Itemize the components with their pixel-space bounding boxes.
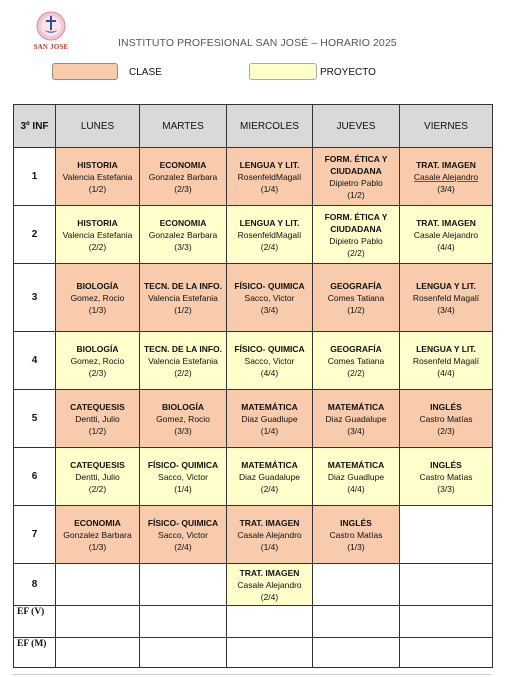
period-label: 5 bbox=[14, 390, 56, 448]
class-cell bbox=[313, 148, 400, 206]
teacher-name: Sacco, Victor bbox=[244, 292, 295, 303]
subject-name: FÍSICO- QUIMICA bbox=[147, 517, 219, 528]
session-fraction: (1/2) bbox=[88, 425, 107, 436]
subject-name: MATEMÁTICA bbox=[241, 401, 298, 412]
class-cell bbox=[227, 148, 313, 206]
subject-name: GEOGRAFÍA bbox=[330, 343, 382, 354]
empty-cell bbox=[313, 564, 400, 606]
table-row bbox=[14, 638, 493, 668]
class-cell bbox=[227, 332, 313, 390]
table-header-row bbox=[14, 105, 493, 148]
session-fraction: (2/2) bbox=[347, 247, 365, 258]
subject-name: ECONOMIA bbox=[159, 159, 207, 170]
class-cell bbox=[400, 448, 493, 506]
teacher-name: Castro Matías bbox=[419, 471, 473, 482]
class-cell bbox=[227, 390, 313, 448]
class-cell bbox=[56, 148, 140, 206]
bottom-divider bbox=[13, 674, 492, 675]
teacher-name: Casale Alejandro bbox=[237, 579, 302, 590]
class-cell bbox=[313, 264, 400, 332]
subject-name: INGLÉS bbox=[340, 517, 372, 528]
subject-name: FÍSICO- QUIMICA bbox=[234, 343, 305, 354]
period-label: 8 bbox=[14, 564, 56, 606]
subject-name: LENGUA Y LIT. bbox=[239, 159, 300, 170]
class-cell bbox=[140, 506, 227, 564]
empty-cell bbox=[227, 638, 313, 668]
empty-cell bbox=[400, 638, 493, 668]
session-fraction: (2/4) bbox=[174, 541, 192, 552]
subject-name: CATEQUESIS bbox=[70, 459, 125, 470]
session-fraction: (1/4) bbox=[174, 483, 192, 494]
class-cell bbox=[227, 448, 313, 506]
teacher-name: RosenfeldMagalí bbox=[237, 171, 302, 182]
session-fraction: (2/4) bbox=[260, 483, 279, 494]
empty-cell bbox=[400, 506, 493, 564]
teacher-name: Diaz Guadalupe bbox=[239, 471, 300, 482]
subject-name: HISTORIA bbox=[77, 159, 118, 170]
session-fraction: (4/4) bbox=[260, 367, 279, 378]
logo-text: SAN JOSE bbox=[33, 43, 69, 51]
class-cell bbox=[56, 206, 140, 264]
class-cell bbox=[313, 506, 400, 564]
teacher-name: Dentti, Julio bbox=[75, 413, 120, 424]
class-cell bbox=[140, 148, 227, 206]
session-fraction: (3/3) bbox=[437, 483, 455, 494]
subject-name: TRAT. IMAGEN bbox=[239, 567, 300, 578]
class-cell bbox=[140, 264, 227, 332]
schedule-table bbox=[13, 104, 493, 668]
session-fraction: (1/2) bbox=[88, 183, 107, 194]
session-fraction: (1/4) bbox=[260, 541, 279, 552]
class-cell bbox=[140, 448, 227, 506]
period-label: EF (M) bbox=[14, 638, 56, 668]
class-cell bbox=[140, 206, 227, 264]
teacher-name: Comes Tatiana bbox=[327, 355, 385, 366]
period-label: EF (V) bbox=[14, 606, 56, 638]
subject-name: HISTORIA bbox=[77, 217, 118, 228]
empty-cell bbox=[400, 606, 493, 638]
subject-name: INGLÉS bbox=[430, 459, 462, 470]
corner-header: 3º INF bbox=[14, 105, 56, 148]
class-cell bbox=[400, 206, 493, 264]
class-cell bbox=[56, 332, 140, 390]
period-label: 4 bbox=[14, 332, 56, 390]
teacher-name: Sacco, Victor bbox=[158, 529, 208, 540]
teacher-name: Casale Alejandro bbox=[413, 229, 479, 240]
session-fraction: (1/3) bbox=[347, 541, 365, 552]
period-label: 6 bbox=[14, 448, 56, 506]
table-row bbox=[14, 390, 493, 448]
empty-cell bbox=[313, 606, 400, 638]
teacher-name: Gomez, Rocio bbox=[156, 413, 210, 424]
class-cell bbox=[140, 390, 227, 448]
class-cell bbox=[400, 332, 493, 390]
class-cell bbox=[313, 448, 400, 506]
table-row bbox=[14, 332, 493, 390]
session-fraction: (2/4) bbox=[260, 591, 279, 602]
session-fraction: (1/3) bbox=[88, 304, 107, 315]
legend-swatch-clase bbox=[52, 63, 118, 80]
session-fraction: (2/3) bbox=[437, 425, 455, 436]
teacher-name: Valencia Estefania bbox=[148, 292, 218, 303]
subject-name: MATEMÁTICA bbox=[241, 459, 298, 470]
teacher-name: Diaz Guadlupe bbox=[327, 471, 385, 482]
class-cell bbox=[56, 390, 140, 448]
teacher-name: Gonzalez Barbara bbox=[63, 529, 132, 540]
subject-name: BIOLOGÍA bbox=[76, 280, 119, 291]
session-fraction: (3/4) bbox=[437, 183, 455, 194]
class-cell bbox=[313, 332, 400, 390]
teacher-name: Dipietro Pablo bbox=[329, 177, 383, 188]
teacher-name: Rosenfeld Magalí bbox=[412, 292, 480, 303]
empty-cell bbox=[140, 564, 227, 606]
session-fraction: (4/4) bbox=[437, 367, 455, 378]
session-fraction: (2/2) bbox=[347, 367, 365, 378]
empty-cell bbox=[56, 638, 140, 668]
subject-name: MATEMÁTICA bbox=[327, 459, 385, 470]
teacher-name: Gomez, Rocio bbox=[70, 292, 125, 303]
teacher-name: RosenfeldMagalí bbox=[237, 229, 302, 240]
session-fraction: (1/4) bbox=[260, 425, 279, 436]
subject-name: INGLÉS bbox=[430, 401, 462, 412]
day-header: LUNES bbox=[56, 105, 140, 148]
subject-name: MATEMÁTICA bbox=[327, 401, 385, 412]
period-label: 3 bbox=[14, 264, 56, 332]
page-title: INSTITUTO PROFESIONAL SAN JOSÉ – HORARIO 2025 bbox=[118, 37, 397, 49]
empty-cell bbox=[313, 638, 400, 668]
teacher-name: Dentti, Julio bbox=[75, 471, 120, 482]
session-fraction: (1/3) bbox=[88, 541, 107, 552]
teacher-name: Sacco, Victor bbox=[158, 471, 208, 482]
legend-label-clase: CLASE bbox=[129, 67, 162, 78]
subject-name: CATEQUESIS bbox=[70, 401, 125, 412]
session-fraction: (1/4) bbox=[260, 183, 279, 194]
teacher-name: Diaz Guadalupe bbox=[325, 413, 387, 424]
class-cell bbox=[227, 506, 313, 564]
empty-cell bbox=[140, 606, 227, 638]
empty-cell bbox=[227, 606, 313, 638]
subject-name: BIOLOGÍA bbox=[76, 343, 119, 354]
class-cell bbox=[400, 148, 493, 206]
teacher-name: Sacco, Victor bbox=[244, 355, 295, 366]
period-label: 1 bbox=[14, 148, 56, 206]
subject-name: TRAT. IMAGEN bbox=[416, 159, 476, 170]
session-fraction: (1/2) bbox=[174, 304, 192, 315]
session-fraction: (2/4) bbox=[260, 241, 279, 252]
empty-cell bbox=[400, 564, 493, 606]
teacher-name: Dipietro Pablo bbox=[329, 235, 383, 246]
day-header: JUEVES bbox=[313, 105, 400, 148]
day-header: VIERNES bbox=[400, 105, 493, 148]
table-row bbox=[14, 206, 493, 264]
teacher-name: Castro Matías bbox=[329, 529, 383, 540]
empty-cell bbox=[56, 564, 140, 606]
teacher-name: Gonzalez Barbara bbox=[148, 171, 218, 182]
legend-swatch-proyecto bbox=[249, 63, 317, 80]
subject-name: FORM. ÉTICA Y CIUDADANA bbox=[324, 153, 388, 176]
teacher-name: Valencia Estefania bbox=[62, 229, 133, 240]
class-cell bbox=[227, 264, 313, 332]
session-fraction: (3/4) bbox=[260, 304, 279, 315]
subject-name: GEOGRAFÍA bbox=[330, 280, 382, 291]
session-fraction: (2/2) bbox=[174, 367, 192, 378]
period-label: 7 bbox=[14, 506, 56, 564]
table-row bbox=[14, 564, 493, 606]
class-cell bbox=[56, 448, 140, 506]
teacher-name: Casale Alejandro bbox=[237, 529, 302, 540]
class-cell bbox=[56, 264, 140, 332]
class-cell bbox=[56, 506, 140, 564]
session-fraction: (2/2) bbox=[88, 483, 107, 494]
subject-name: LENGUA Y LIT. bbox=[416, 343, 476, 354]
class-cell bbox=[227, 564, 313, 606]
subject-name: TRAT. IMAGEN bbox=[239, 517, 300, 528]
session-fraction: (3/3) bbox=[174, 425, 192, 436]
teacher-name: Valencia Estefania bbox=[148, 355, 218, 366]
class-cell bbox=[227, 206, 313, 264]
session-fraction: (2/3) bbox=[88, 367, 107, 378]
class-cell bbox=[400, 390, 493, 448]
session-fraction: (2/2) bbox=[88, 241, 107, 252]
subject-name: LENGUA Y LIT. bbox=[416, 280, 476, 291]
subject-name: BIOLOGÍA bbox=[161, 401, 205, 412]
class-cell bbox=[313, 390, 400, 448]
empty-cell bbox=[56, 606, 140, 638]
teacher-name: Rosenfeld Magalí bbox=[412, 355, 480, 366]
subject-name: LENGUA Y LIT. bbox=[239, 217, 300, 228]
teacher-name: Valencia Estefania bbox=[62, 171, 133, 182]
class-cell bbox=[140, 332, 227, 390]
day-header: MIERCOLES bbox=[227, 105, 313, 148]
subject-name: FORM. ÉTICA Y CIUDADANA bbox=[324, 211, 388, 234]
class-cell bbox=[400, 264, 493, 332]
session-fraction: (3/4) bbox=[437, 304, 455, 315]
table-row bbox=[14, 506, 493, 564]
teacher-name: Gomez, Rocio bbox=[70, 355, 125, 366]
subject-name: TRAT. IMAGEN bbox=[416, 217, 476, 228]
table-row bbox=[14, 606, 493, 638]
session-fraction: (1/2) bbox=[347, 304, 365, 315]
period-label: 2 bbox=[14, 206, 56, 264]
legend-label-proyecto: PROYECTO bbox=[320, 67, 376, 78]
subject-name: TECN. DE LA INFO. bbox=[143, 280, 223, 291]
table-row bbox=[14, 264, 493, 332]
teacher-name: Casale Alejandro bbox=[413, 171, 479, 182]
session-fraction: (4/4) bbox=[347, 483, 365, 494]
session-fraction: (3/3) bbox=[174, 241, 192, 252]
subject-name: ECONOMIA bbox=[74, 517, 121, 528]
subject-name: FÍSICO- QUIMICA bbox=[147, 459, 219, 470]
teacher-name: Castro Matías bbox=[419, 413, 473, 424]
session-fraction: (1/2) bbox=[347, 189, 365, 200]
subject-name: ECONOMIA bbox=[159, 217, 207, 228]
subject-name: TECN. DE LA INFO. bbox=[143, 343, 223, 354]
session-fraction: (2/3) bbox=[174, 183, 192, 194]
subject-name: FÍSICO- QUIMICA bbox=[234, 280, 305, 291]
session-fraction: (4/4) bbox=[437, 241, 455, 252]
table-row bbox=[14, 448, 493, 506]
session-fraction: (3/4) bbox=[347, 425, 365, 436]
day-header: MARTES bbox=[140, 105, 227, 148]
empty-cell bbox=[140, 638, 227, 668]
teacher-name: Diaz Guadlupe bbox=[241, 413, 298, 424]
teacher-name: Comes Tatiana bbox=[327, 292, 385, 303]
table-row bbox=[14, 148, 493, 206]
teacher-name: Gonzalez Barbara bbox=[148, 229, 218, 240]
schedule-body bbox=[14, 148, 493, 668]
class-cell bbox=[313, 206, 400, 264]
